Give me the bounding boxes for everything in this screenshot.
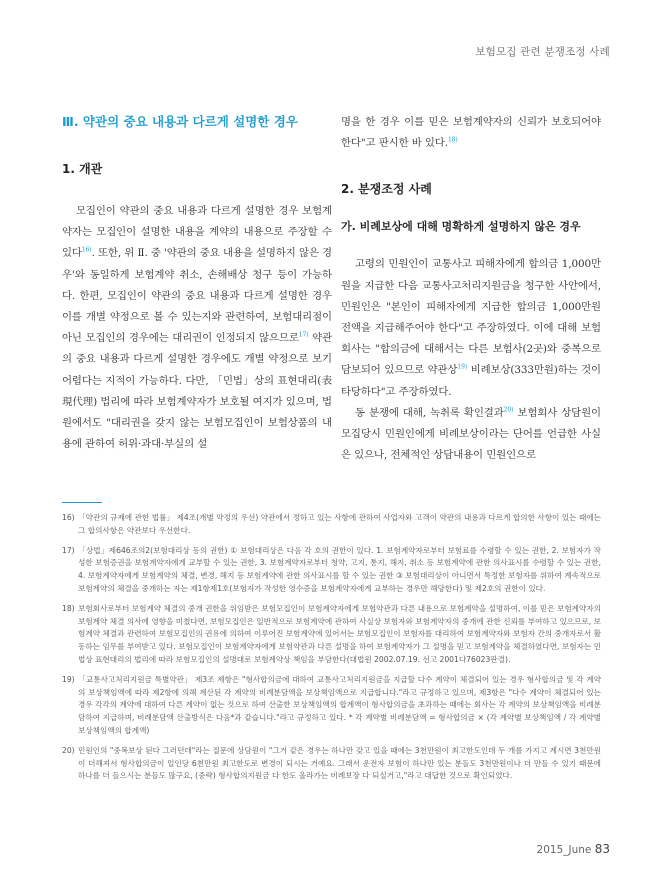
subsection-title-cases: 2. 분쟁조정 사례 <box>341 182 432 197</box>
section-title: Ⅲ. 약관의 중요 내용과 다르게 설명한 경우 <box>62 114 298 129</box>
footnote-ref-20[interactable]: 20) <box>503 406 514 414</box>
footnote: 19) 「교통사고처리지원금 특별약관」 제3조 제항은 "형사합의금에 대하여 교통사고처리지원금을 지급할 다수 계약이 체결되어 있는 경우 형사합의금 및 각 계약의 보상책임액에 따라 제2항에 의해 계산된 각 계약의 비례분담액을 보상책임액으로 지급합니다."라고 규정하고 있으며, 제3항은 "다수 계약이 체결되어 있는 경우 각각의 계약에 대하여 다른 계약이 없는 것으로 하여 산출한 보상책임액의 합계액이 형사합의금을 초과하는 때에는 회사는 각 계약의 보상책임액을 비례분담하여 지급하며, 비례분담액 산출방식은 다음*과 같습니다."라고 규정하고 있다. * 각 계약별 비례분담액 = 형사합의금 × (각 계약별 보상책임액 / 각 계약별 보상책임액의 합계액) <box>62 674 601 735</box>
issue-label: 2015_June <box>536 844 592 856</box>
page-footer <box>537 842 610 856</box>
continued-paragraph: 명을 한 경우 이를 믿은 보험계약자의 신뢰가 보호되어야 한다"고 판시한 바 있다.$^{18)}$ <box>341 116 601 150</box>
footnote-ref-19[interactable]: 19) <box>457 363 468 371</box>
case-title: 가. 비례보상에 대해 명확하게 설명하지 않은 경우 <box>341 220 581 234</box>
footnote-ref-18[interactable]: 18) <box>447 136 458 144</box>
footnotes <box>62 512 601 790</box>
subsection-title-overview: 1. 개관 <box>62 162 103 176</box>
case-paragraph-1: 고령의 민원인이 교통사고 피해자에게 합의금 1,000만원을 지급한 다음 교통사고처리지원금을 청구한 사안에서, 민원인은 "본인이 피해자에게 지급한 합의금 1,000만원 전액을 지급해주어야 한다"고 주장하였다. 이에 대해 보험회사는 "합의금에 대해서는 다른 보험사(2곳)와 중복으로 담보되어 있으므로 약관상$^{19)}$ 비례보상(333만원)하는 것이 타당하다"고 주장하였다. <box>341 258 601 398</box>
page-number: 83 <box>594 842 610 856</box>
overview-paragraph: 모집인이 약관의 중요 내용과 다르게 설명한 경우 보험계약자는 모집인이 설명한 내용을 계약의 내용으로 주장할 수 있다$^{16)}$. 또한, 위 Ⅱ. 중 '약관의 중요 내용을 설명하지 않은 경우'와 동일하게 보험계약 취소, 손해배상 청구 등이 가능하다. 한편, 모집인이 약관의 중요 내용과 다르게 설명한 경우 이를 개별 약정으로 볼 수 있는지와 관련하여, 보험대리점이 아닌 모집인의 경우에는 대리권이 인정되지 않으므로$^{17)}$ 약관의 중요 내용과 다르게 설명한 경우에도 개별 약정으로 보기 어렵다는 지적이 가능하다. 다만, 「민법」상의 표현대리(表現代理) 법리에 따라 보험계약자가 보호될 여지가 있으며, 법원에서도 "대리권을 갖지 않는 보험모집인이 보험상품의 내용에 관하여 허위·과대·부실의 설 <box>62 205 332 451</box>
footnote-divider <box>62 502 102 503</box>
footnote-ref-16[interactable]: 16) <box>81 246 92 254</box>
footnote: 18) 보험회사로부터 보험계약 체결의 중개 권한을 위임받은 보험모집인이 보험계약자에게 보험약관과 다른 내용으로 보험계약을 설명하여, 이를 믿은 보험계약자의 보험계약 체결 의사에 영향을 미쳤다면, 보험모집인은 일반적으로 보험계약에 관하여 사실상 보험자와 보험계약자의 중개에 관한 신뢰를 부여하고 있으므로, 보험계약 체결과 관련하여 보험모집인의 권유에 의하여 이루어진 보험계약에 있어서는 보험모집인이 보험자를 대리하여 보험계약자와 보험자 간의 중개자로서 활동하는 임무를 부여받고 있다. 보험모집인이 보험계약자에게 보험약관과 다른 설명을 하여 보험계약자가 그 설명을 믿고 보험계약을 체결하였다면, 보험자는 민법상 표현대리의 법리에 따라 보험모집인의 설명대로 보험계약상 책임을 부담한다(대법원 2002.07.19. 선고 2001다76023판결). <box>62 603 601 664</box>
footnote: 16) 「약관의 규제에 관한 법률」 제4조(개별 약정의 우선) 약관에서 정하고 있는 사항에 관하여 사업자와 고객이 약관의 내용과 다르게 합의한 사항이 있는 때에는 그 합의사항은 약관보다 우선한다. <box>62 513 601 535</box>
footnote: 17) 「상법」제646조의2(보험대리상 등의 권한) ① 보험대리상은 다음 각 호의 권한이 있다. 1. 보험계약자로부터 보험료를 수령할 수 있는 권한, 2. 보험자가 작성한 보험증권을 보험계약자에게 교부할 수 있는 권한, 3. 보험계약자로부터 청약, 고지, 통지, 해지, 취소 등 보험계약에 관한 의사표시를 수령할 수 있는 권한, 4. 보험계약자에게 보험계약의 체결, 변경, 해지 등 보험계약에 관한 의사표시를 할 수 있는 권한 ③ 보험대리상이 아니면서 특정한 보험자를 위하여 계속적으로 보험계약의 체결을 중개하는 자는 제1항제1호(보험자가 작성한 영수증을 보험계약자에게 교부하는 경우만 해당한다) 및 제2호의 권한이 있다. <box>62 545 601 593</box>
right-column <box>341 112 601 466</box>
footnote: 20) 민원인의 "중복보상 된다 그러던데"라는 질문에 상담원이 "그거 같은 경우는 하나만 갖고 있을 때에는 3천만원이 최고한도인데 두 개를 가지고 계시면 3천만원이 더해져서 형사합의금이 일인당 6천만원 최고한도로 변경이 되시는 거예요. 그래서 운전자 보험이 하나만 있는 분들도 3천만원이나 더 만들 수 있기 때문에 하나를 더 들으시는 분들도 많구요, (중략) 형사합의지원금 다 한도 올라가는 비례보장 다 되실거고,"라고 대답한 것으로 확인되었다. <box>62 745 601 781</box>
left-column <box>62 112 332 455</box>
case-paragraph-2: 동 분쟁에 대해, 녹취록 확인결과$^{20)}$ 보험회사 상담원이 모집당시 민원인에게 비례보상이라는 단어를 언급한 사실은 있으나, 전체적인 상담내용이 민원인으로 <box>341 406 601 462</box>
running-header: 보험모집 관련 분쟁조정 사례 <box>475 46 610 58</box>
footnote-ref-17[interactable]: 17) <box>298 331 309 339</box>
